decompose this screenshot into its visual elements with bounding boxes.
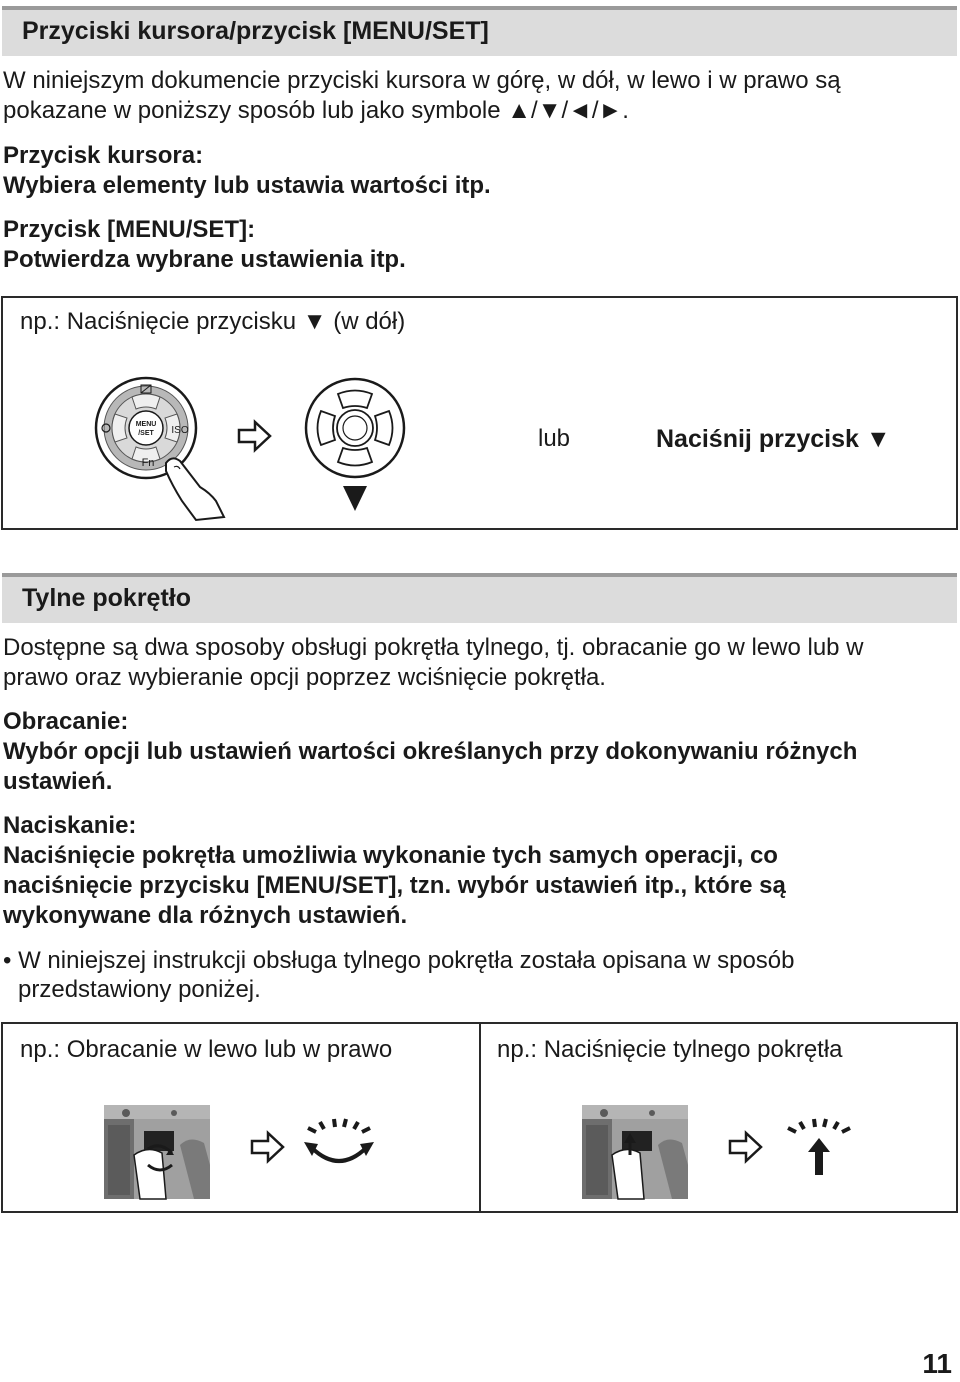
or-label: lub [538,425,571,452]
down-triangle-icon [343,486,367,511]
rotate-dial-icon [302,1118,376,1174]
menuset-button-desc: Potwierdza wybrane ustawienia itp. [3,246,406,273]
cursor-intro-line2: pokazane w poniższy sposób lub jako symbole ▲/▼/◄/►. [3,97,629,124]
cursor-button-heading: Przycisk kursora: [3,142,204,169]
press-heading: Naciskanie: [3,812,137,839]
rotate-example-label: np.: Obracanie w lewo lub w prawo [20,1036,393,1063]
camera-rotate-photo [104,1105,210,1199]
rotate-desc-line2: ustawień. [3,768,113,795]
rotate-heading: Obracanie: [3,708,129,735]
finger-icon [166,458,224,520]
control-dial-illustration [92,375,227,520]
bullet-line1: • W niniejszej instrukcji obsługa tylnego pokrętła została opisana w sposób [3,947,795,974]
bullet-line2: przedstawiony poniżej. [18,976,261,1003]
press-down-label: Naciśnij przycisk ▼ [656,425,891,453]
press-desc-line2: naciśnięcie przycisku [MENU/SET], tzn. wybór ustawień itp., które są [3,872,786,899]
page-number: 11 [922,1348,952,1379]
cursor-ring-down-illustration [300,378,410,518]
section-title-cursor: Przyciski kursora/przycisk [MENU/SET] [22,17,489,45]
cursor-intro-line1: W niniejszym dokumencie przyciski kursora w górę, w dół, w lewo i w prawo są [3,67,841,94]
arrow-right-icon [728,1131,764,1163]
rear-dial-intro-line2: prawo oraz wybieranie opcji poprzez wciśnięcie pokrętła. [3,664,606,691]
press-dial-icon [782,1118,856,1176]
menuset-button-heading: Przycisk [MENU/SET]: [3,216,256,243]
dial-fn-label: Fn [141,457,155,469]
cursor-button-desc: Wybiera elementy lub ustawia wartości itp. [3,172,491,199]
press-desc-line3: wykonywane dla różnych ustawień. [3,902,408,929]
cursor-example-label: np.: Naciśnięcie przycisku ▼ (w dół) [20,308,406,335]
press-desc-line1: Naciśnięcie pokrętła umożliwia wykonanie tych samych operacji, co [3,842,778,869]
dial-menu-label: MENU [135,421,157,428]
camera-press-photo [582,1105,688,1199]
section-title-rear-dial: Tylne pokrętło [22,584,192,612]
rotate-desc-line1: Wybór opcji lub ustawień wartości określanych przy dokonywaniu różnych [3,738,858,765]
dial-set-label: /SET [138,430,154,437]
arrow-right-icon [237,420,273,452]
arrow-right-icon [250,1131,286,1163]
rear-dial-intro-line1: Dostępne są dwa sposoby obsługi pokrętła tylnego, tj. obracanie go w lewo lub w [3,634,864,661]
press-example-label: np.: Naciśnięcie tylnego pokrętła [497,1036,843,1063]
dial-iso-label: ISO [171,425,189,436]
